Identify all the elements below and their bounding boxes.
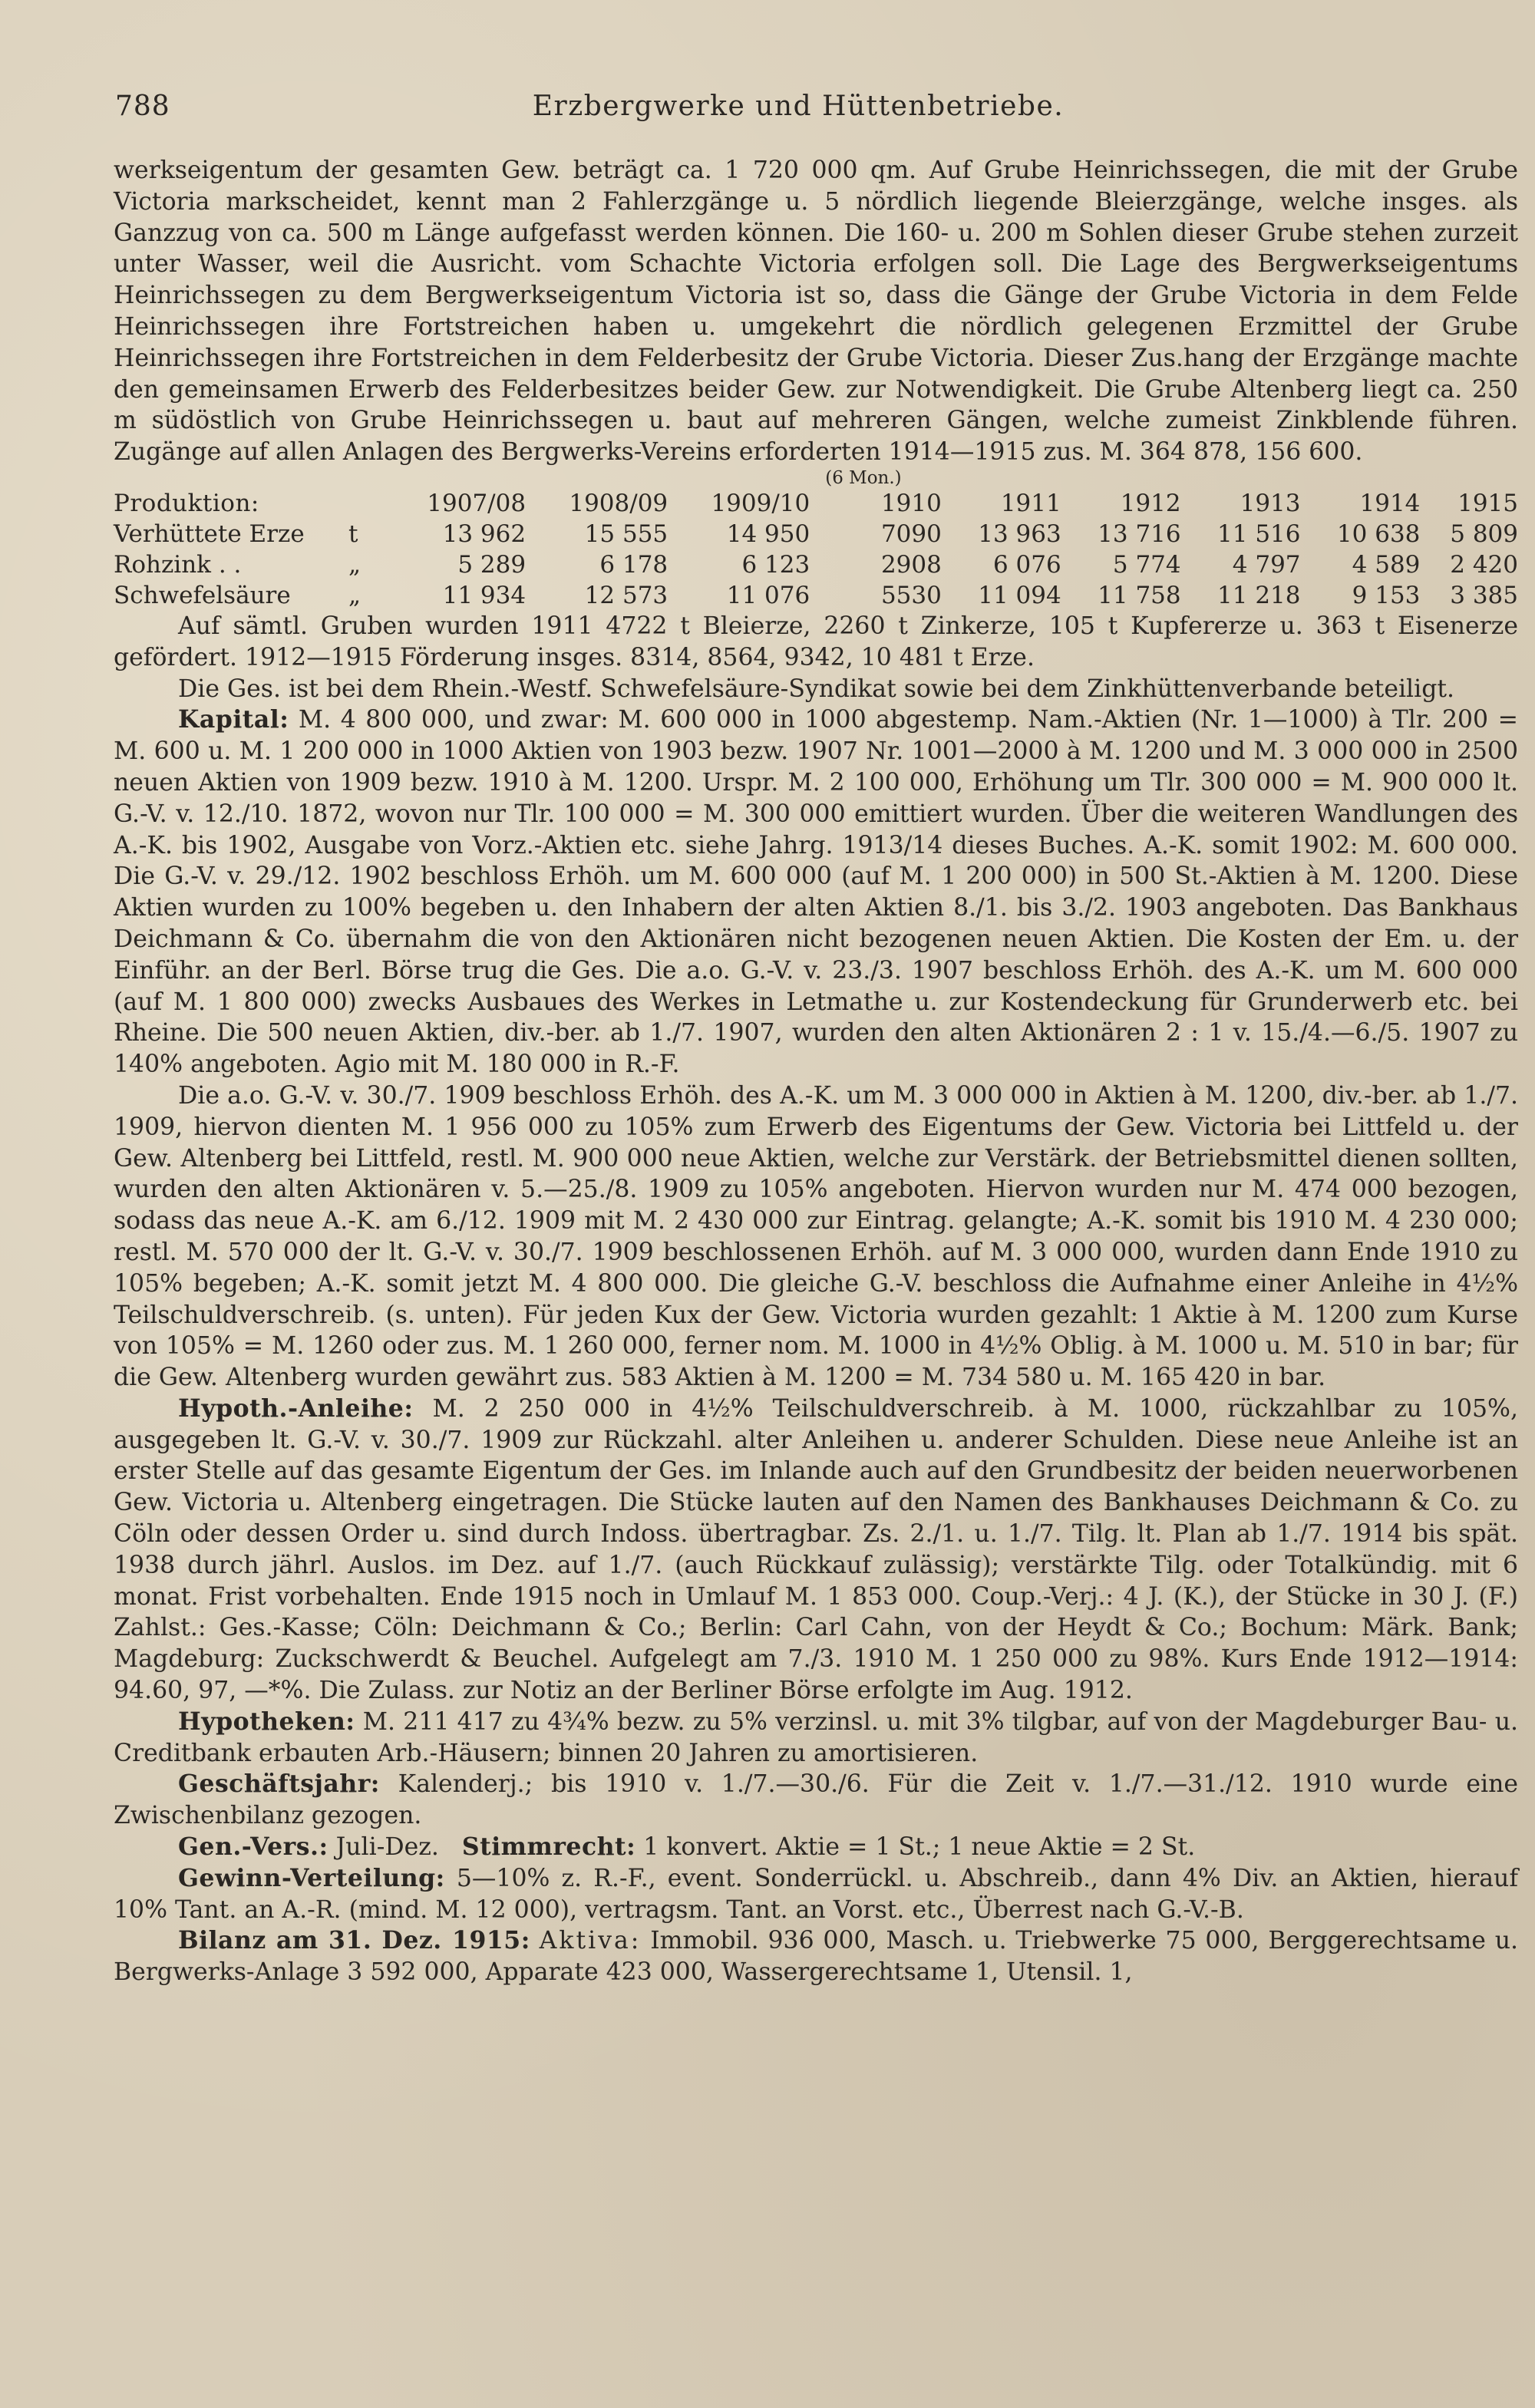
year-cell: 1907/08: [427, 489, 527, 517]
year-cell: 1910: [880, 489, 942, 517]
kapital-paragraph-2: Die a.o. G.-V. v. 30./7. 1909 beschloss Erhöh. des A.-K. um M. 3 000 000 in Aktien à M. 1200, div.-ber. ab 1./7. 1909, hiervon dienten M. 1 956 000 zu 105% zum Erwerb des Eigentums der Gew. Victoria bei Littfeld u. der Gew. Altenberg bei Littfeld, restl. M. 900 000 neue Aktien, welche zur Verstärk. der Betriebsmittel dienen sollten, wurden den alten Aktionären v. 5.—25./8. 1909 zu 105% angeboten. Hiervon wurden nur M. 474 000 bezogen, sodass das neue A.-K. am 6./12. 1909 mit M. 2 430 000 zur Eintrag. gelangte; A.-K. somit bis 1910 M. 4 230 000; restl. M. 570 000 der lt. G.-V. v. 30./7. 1909 beschlossenen Erhöh. auf M. 3 000 000, wurden dann Ende 1910 zu 105% begeben; A.-K. somit jetzt M. 4 800 000. Die gleiche G.-V. beschloss die Aufnahme einer Anleihe in 4½% Teilschuldverschreib. (s. unten). Für jeden Kux der Gew. Victoria wurden gezahlt: 1 Aktie à M. 1200 zum Kurse von 105% = M. 1260 oder zus. M. 1 260 000, ferner nom. M. 1000 in 4½% Oblig. à M. 1000 u. M. 510 in bar; für die Gew. Altenberg wurden gewährt zus. 583 Aktien à M. 1200 = M. 734 580 u. M. 165 420 in bar.: [114, 1081, 1518, 1392]
value-cell: 5 774: [1112, 550, 1181, 579]
production-row: [114, 580, 1518, 611]
bilanz-text: Immobil. 936 000, Masch. u. Triebwerke 75 000, Berggerechtsame u. Bergwerks-Anlage 3 592 000, Apparate 423 000, Wassergerechtsame 1, Utensil. 1,: [114, 1927, 1519, 1987]
value-cell: 13 963: [978, 520, 1061, 548]
kapital-paragraph: [114, 704, 1518, 1080]
hypotheken-paragraph: [114, 1707, 1518, 1770]
value-cell: 2908: [880, 550, 942, 579]
value-cell: 5 809: [1450, 520, 1518, 548]
value-cell: 14 950: [726, 520, 810, 548]
value-cell: 11 516: [1217, 520, 1301, 548]
bilanz-aktiva-label: Aktiva:: [539, 1927, 642, 1955]
year-cell: 1912: [1120, 489, 1181, 517]
gewinn-text: 5—10% z. R.-F., event. Sonderrückl. u. Abschreib., dann 4% Div. an Aktien, hierauf 10% Tant. an A.-R. (mind. M. 12 000), vertragsm. Tant. an Vorst. etc., Überrest nach G.-V.-B.: [114, 1864, 1519, 1924]
value-cell: 11 218: [1217, 581, 1301, 609]
kapital-text: M. 4 800 000, und zwar: M. 600 000 in 1000 abgestemp. Nam.-Aktien (Nr. 1—1000) à Tlr. 200 = M. 600 u. M. 1 200 000 in 1000 Aktien von 1903 bezw. 1907 Nr. 1001—2000 à M. 1200 und M. 3 000 000 in 2500 neuen Aktien von 1909 bezw. 1910 à M. 1200. Urspr. M. 2 100 000, Erhöhung um Tlr. 300 000 = M. 900 000 lt. G.-V. v. 12./10. 1872, wovon nur Tlr. 100 000 = M. 300 000 emittiert wurden. Über die weiteren Wandlungen des A.-K. bis 1902, Ausgabe von Vorz.-Aktien etc. siehe Jahrg. 1913/14 dieses Buches. A.-K. somit 1902: M. 600 000. Die G.-V. v. 29./12. 1902 beschloss Erhöh. um M. 600 000 (auf M. 1 200 000) in 500 St.-Aktien à M. 1200. Diese Aktien wurden zu 100% begeben u. den Inhabern der alten Aktien 8./1. bis 3./2. 1903 angeboten. Das Bankhaus Deichmann & Co. übernahm die von den Aktionären nicht bezogenen neuen Aktien. Die Kosten der Em. u. der Einführ. an der Berl. Börse trug die Ges. Die a.o. G.-V. v. 23./3. 1907 beschloss Erhöh. des A.-K. um M. 600 000 (auf M. 1 800 000) zwecks Ausbaues des Werkes in Letmathe u. zur Kostendeckung für Grunderwerb etc. bei Rheine. Die 500 neuen Aktien, div.-ber. ab 1./7. 1907, wurden den alten Aktionären 2 : 1 v. 15./4.—6./5. 1907 zu 140% angeboten. Agio mit M. 180 000 in R.-F.: [114, 706, 1519, 1079]
year-cell: 1911: [1000, 489, 1061, 517]
value-cell: 2 420: [1450, 550, 1518, 579]
year-cell: 1909/10: [711, 489, 810, 517]
production-note-row: [114, 468, 1518, 488]
value-cell: 11 076: [726, 581, 810, 609]
row-unit: t: [348, 520, 358, 548]
running-title: Erzbergwerke und Hüttenbetriebe.: [532, 91, 1065, 122]
value-cell: 12 573: [584, 581, 668, 609]
genvers-label: Gen.-Vers.:: [178, 1832, 328, 1862]
value-cell: 11 758: [1098, 581, 1181, 609]
value-cell: 3 385: [1450, 581, 1518, 609]
geschaeftsjahr-label: Geschäftsjahr:: [178, 1770, 380, 1799]
row-unit: „: [348, 550, 361, 579]
value-cell: 15 555: [584, 520, 668, 548]
anleihe-label: Hypoth.-Anleihe:: [178, 1394, 414, 1423]
page-header: [115, 91, 1481, 127]
gruben-paragraph: Auf sämtl. Gruben wurden 1911 4722 t Bleierze, 2260 t Zinkerze, 105 t Kupfererze u. 363 t Eisenerze gefördert. 1912—1915 Förderung insges. 8314, 8564, 9342, 10 481 t Erze.: [114, 612, 1518, 671]
production-note: (6 Mon.): [825, 467, 902, 488]
stimmrecht-label: Stimmrecht:: [461, 1832, 636, 1862]
value-cell: 6 076: [992, 550, 1061, 579]
value-cell: 6 178: [599, 550, 668, 579]
value-cell: 10 638: [1336, 520, 1421, 548]
value-cell: 9 153: [1352, 581, 1421, 609]
value-cell: 4 589: [1352, 550, 1421, 579]
bilanz-label: Bilanz am 31. Dez. 1915:: [178, 1926, 530, 1955]
gewinn-paragraph: [114, 1863, 1518, 1926]
value-cell: 6 123: [741, 550, 810, 579]
row-unit: „: [348, 581, 361, 609]
production-table: [114, 468, 1518, 611]
page-body: [114, 155, 1518, 1988]
hypotheken-text: M. 211 417 zu 4¾% bezw. zu 5% verzinsl. u. mit 3% tilgbar, auf von der Magdeburger Bau- u. Creditbank erbauten Arb.-Häusern; binnen 20 Jahren zu amortisieren.: [114, 1707, 1518, 1767]
row-label: Rohzink . .: [114, 550, 242, 579]
year-cell: 1913: [1240, 489, 1301, 517]
value-cell: 13 962: [442, 520, 527, 548]
anleihe-paragraph: [114, 1394, 1518, 1707]
value-cell: 13 716: [1098, 520, 1181, 548]
value-cell: 7090: [880, 520, 942, 548]
intro-paragraph: werkseigentum der gesamten Gew. beträgt ca. 1 720 000 qm. Auf Grube Heinrichssegen, die mit der Grube Victoria markscheidet, kennt man 2 Fahlerzgänge u. 5 nördlich liegende Bleierzgänge, welche insges. als Ganzzug von ca. 500 m Länge aufgefasst werden können. Die 160- u. 200 m Sohlen dieser Grube stehen zurzeit unter Wasser, weil die Ausricht. vom Schachte Victoria erfolgen soll. Die Lage des Bergwerkseigentums Heinrichssegen zu dem Bergwerkseigentum Victoria ist so, dass die Gänge der Grube Victoria in dem Felde Heinrichssegen ihre Fortstreichen haben u. umgekehrt die nördlich gelegenen Erzmittel der Grube Heinrichssegen ihre Fortstreichen in dem Felderbesitz der Grube Victoria. Dieser Zus.hang der Erzgänge machte den gemeinsamen Erwerb des Felderbesitzes beider Gew. zur Notwendigkeit. Die Grube Altenberg liegt ca. 250 m südöstlich von Grube Heinrichssegen u. baut auf mehreren Gängen, welche zumeist Zinkblende führen. Zugänge auf allen Anlagen des Bergwerks-Vereins erforderten 1914—1915 zus. M. 364 878, 156 600.: [114, 157, 1518, 467]
value-cell: 5 289: [457, 550, 527, 579]
production-title: Produktion:: [114, 489, 259, 517]
gewinn-label: Gewinn-Verteilung:: [178, 1863, 445, 1892]
value-cell: 11 094: [978, 581, 1061, 609]
genvers-paragraph: [114, 1832, 1518, 1863]
production-years-row: [114, 488, 1518, 519]
year-cell: 1914: [1359, 489, 1421, 517]
anleihe-text: M. 2 250 000 in 4½% Teilschuldverschreib. à M. 1000, rückzahlbar zu 105%, ausgegeben lt. G.-V. v. 30./7. 1909 zur Rückzahl. alter Anleihen u. anderer Schulden. Diese neue Anleihe ist an erster Stelle auf das gesamte Eigentum der Ges. im Inlande auch auf den Grundbesitz der beiden neuerworbenen Gew. Victoria u. Altenberg eingetragen. Die Stücke lauten auf den Namen des Bankhauses Deichmann & Co. zu Cöln oder dessen Order u. sind durch Indoss. übertragbar. Zs. 2./1. u. 1./7. Tilg. lt. Plan ab 1./7. 1914 bis spät. 1938 durch jährl. Auslos. im Dez. auf 1./7. (auch Rückkauf zulässig); verstärkte Tilg. oder Totalkündig. mit 6 monat. Frist vorbehalten. Ende 1915 noch in Umlauf M. 1 853 000. Coup.-Verj.: 4 J. (K.), der Stücke in 30 J. (F.) Zahlst.: Ges.-Kasse; Cöln: Deichmann & Co.; Berlin: Carl Cahn, von der Heydt & Co.; Bochum: Märk. Bank; Magdeburg: Zuckschwerdt & Beuchel. Aufgelegt am 7./3. 1910 M. 1 250 000 zu 98%. Kurs Ende 1912—1914: 94.60, 97, —*%. Die Zulass. zur Notiz an der Berliner Börse erfolgte im Aug. 1912.: [114, 1394, 1518, 1705]
value-cell: 4 797: [1232, 550, 1301, 579]
year-cell: 1908/09: [569, 489, 668, 517]
kapital-label: Kapital:: [178, 705, 289, 734]
value-cell: 5530: [880, 581, 942, 609]
row-label: Verhüttete Erze: [114, 520, 305, 548]
syndikat-paragraph: Die Ges. ist bei dem Rhein.-Westf. Schwefelsäure-Syndikat sowie bei dem Zinkhüttenverbande beteiligt.: [178, 675, 1455, 703]
production-row: [114, 549, 1518, 580]
page-number: 788: [115, 91, 170, 122]
stimmrecht-text: 1 konvert. Aktie = 1 St.; 1 neue Aktie = 2 St.: [643, 1833, 1196, 1862]
geschaeftsjahr-paragraph: [114, 1769, 1518, 1832]
row-label: Schwefelsäure: [114, 581, 291, 609]
year-cell: 1915: [1457, 489, 1518, 517]
hypotheken-label: Hypotheken:: [178, 1707, 355, 1736]
production-row: [114, 519, 1518, 549]
bilanz-paragraph: [114, 1925, 1518, 1988]
value-cell: 11 934: [442, 581, 527, 609]
genvers-text: Juli-Dez.: [335, 1833, 439, 1862]
geschaeftsjahr-text: Kalenderj.; bis 1910 v. 1./7.—30./6. Für die Zeit v. 1./7.—31./12. 1910 wurde eine Zwischenbilanz gezogen.: [114, 1770, 1518, 1830]
